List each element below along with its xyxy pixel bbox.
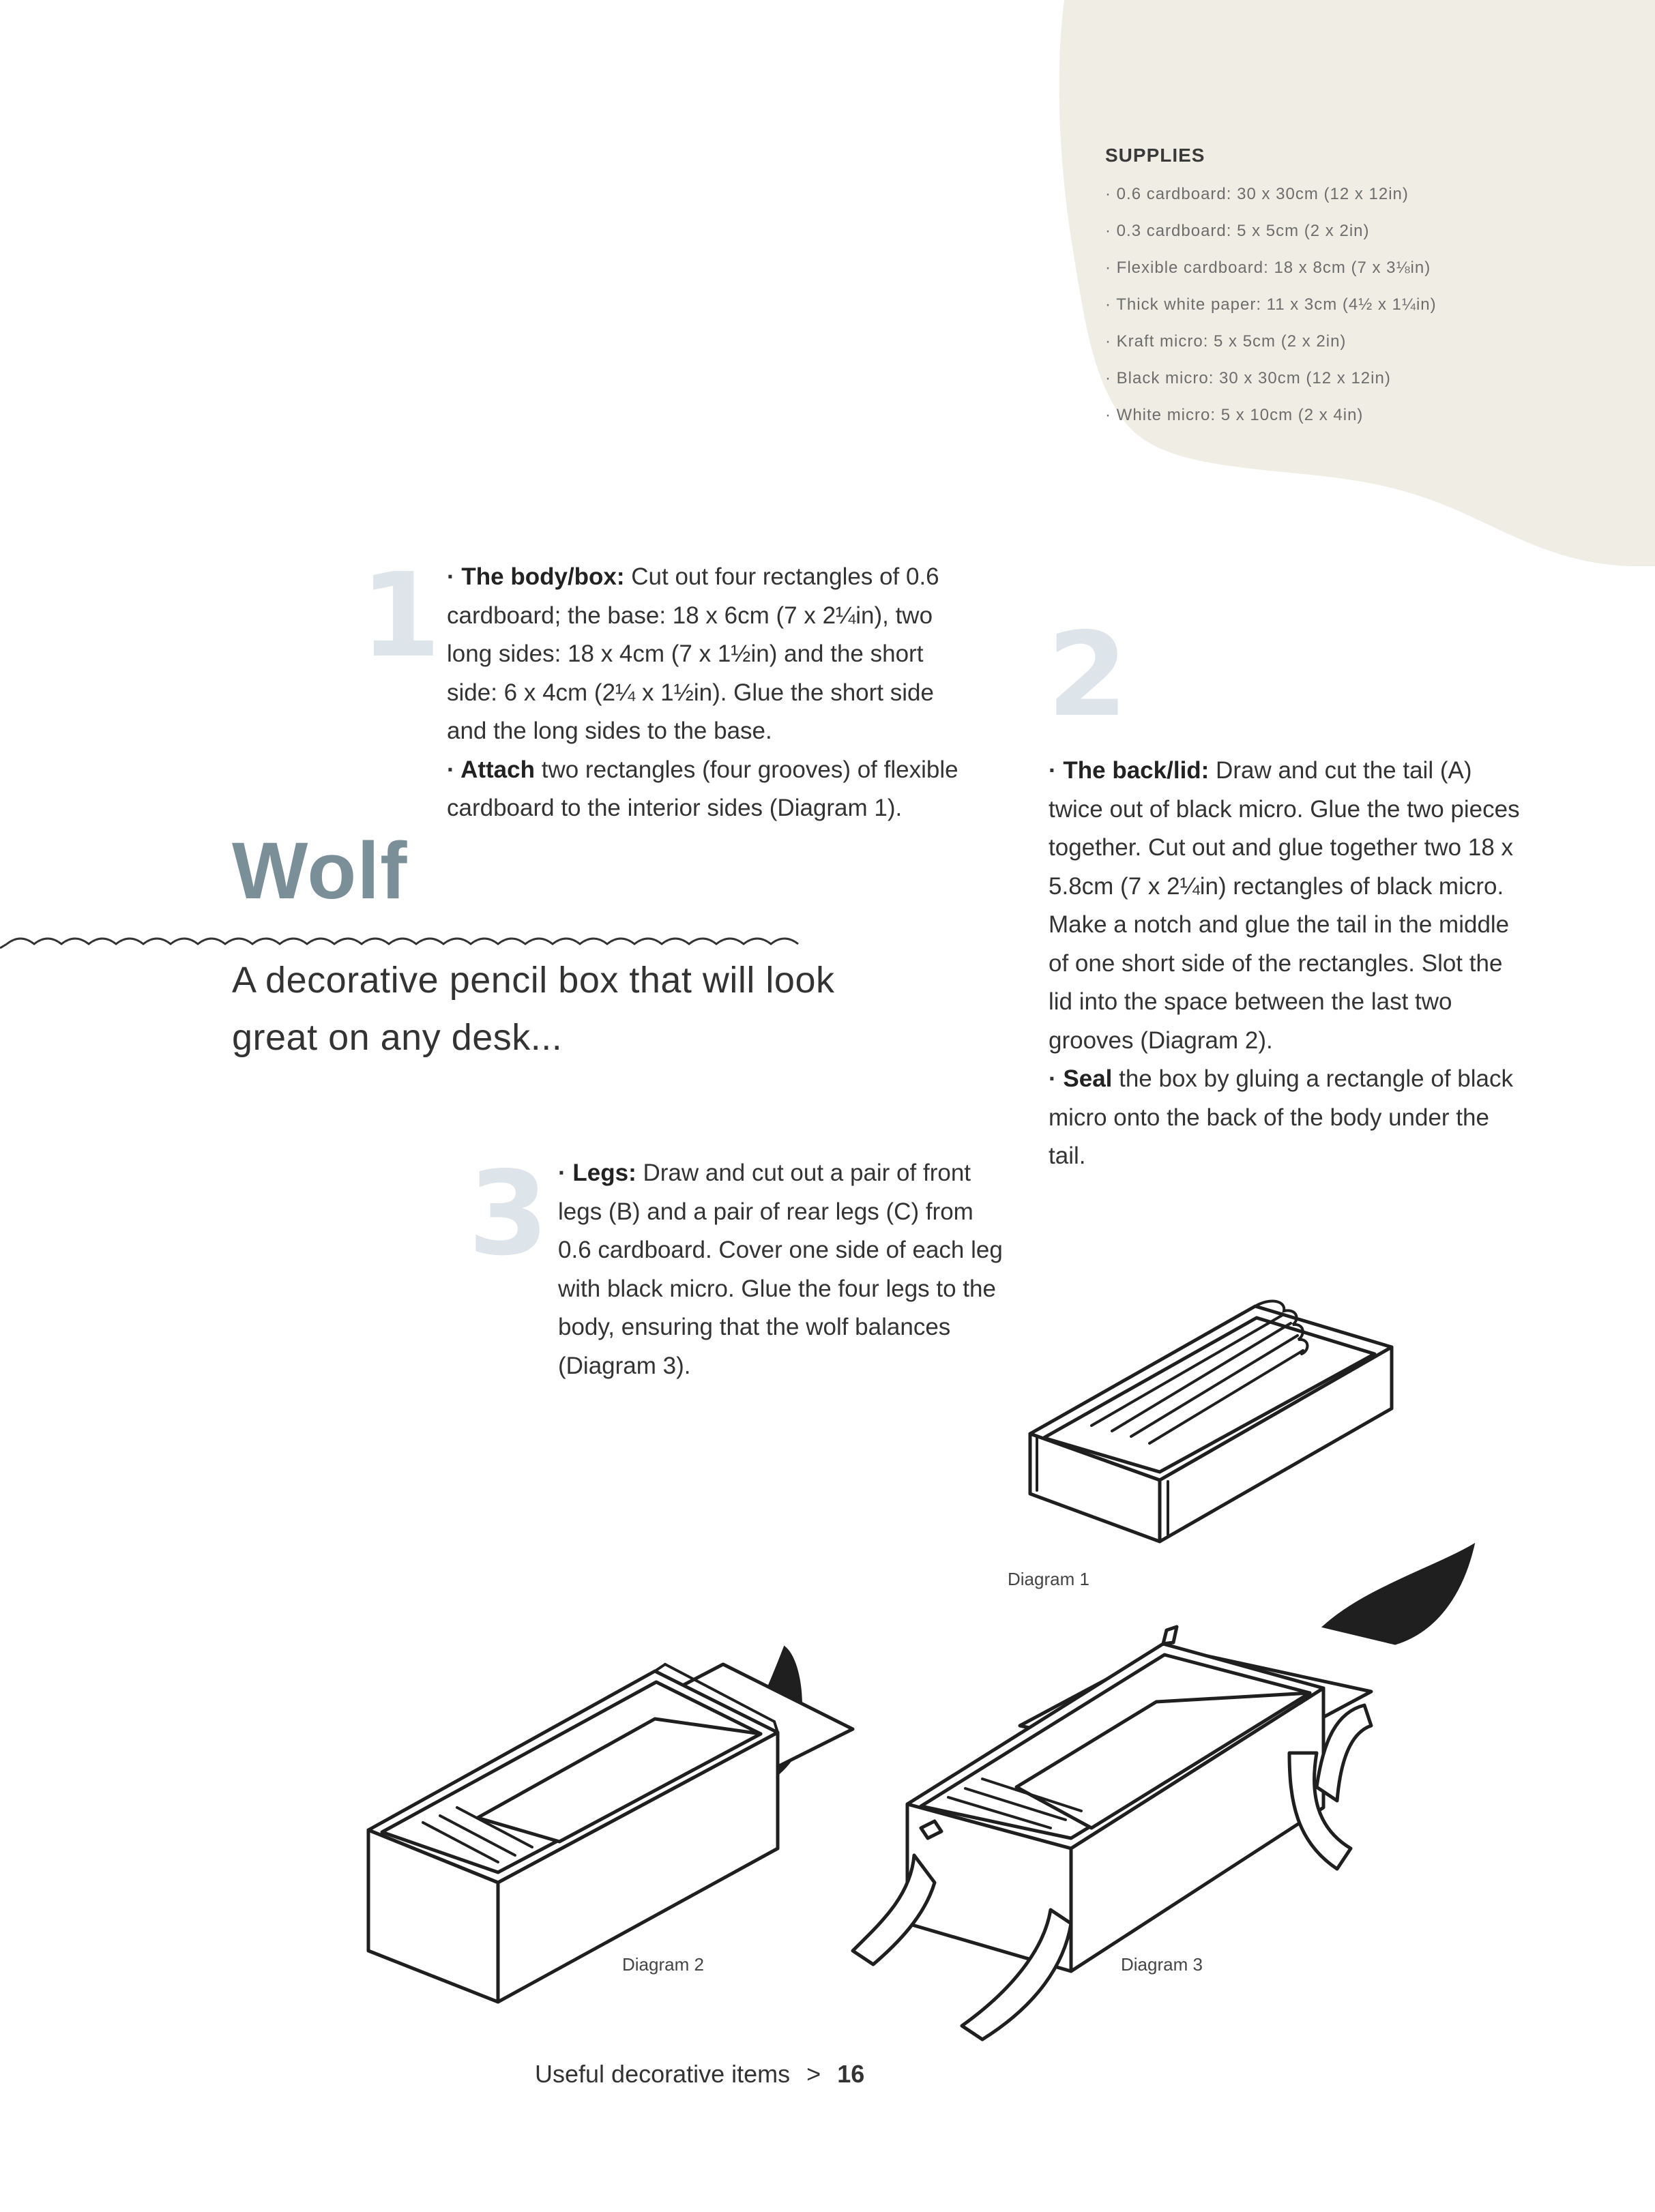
supplies-heading: SUPPLIES xyxy=(1105,145,1205,166)
diagram-2-caption: Diagram 2 xyxy=(622,1954,704,1975)
step-2-paragraph xyxy=(1049,752,1526,1060)
supplies-list xyxy=(1105,176,1555,434)
step-1-paragraph xyxy=(447,558,965,751)
step-1-paragraph xyxy=(447,751,965,828)
page-title: Wolf xyxy=(232,826,408,916)
diagram-1-illustration xyxy=(1010,1255,1446,1555)
step-2-bold-lead: The back/lid: xyxy=(1063,757,1210,784)
step-1-body: Cut out four rectangles of 0.6 cardboard; the base: 18 x 6cm (7 x 2¼in), two long sides: 18 x 4cm (7 x 1½in) and the short side: 6 x 4cm (2¼ x 1½in). Glue the short side and the long sides to the base. xyxy=(447,563,939,744)
step-1-body: two rectangles (four grooves) of flexible cardboard to the interior sides (Diagram 1). xyxy=(447,756,958,821)
supplies-item: · 0.3 cardboard: 5 x 5cm (2 x 2in) xyxy=(1105,213,1555,250)
footer-separator: > xyxy=(806,2060,821,2088)
supplies-item: · Kraft micro: 5 x 5cm (2 x 2in) xyxy=(1105,323,1555,360)
step-3-paragraph xyxy=(558,1154,1008,1385)
step-2-bold-lead: Seal xyxy=(1063,1065,1113,1092)
step-2-body: Draw and cut the tail (A) twice out of black micro. Glue the two pieces together. Cut out and glue together two 18 x 5.8cm (7 x 2¼in) rectangles of black micro. Make a notch and glue the tail in the middle of one short side of the rectangles. Slot the lid into the space between the last two grooves (Diagram 2). xyxy=(1049,757,1520,1054)
page-number: 16 xyxy=(837,2060,865,2088)
step-1-number: 1 xyxy=(360,548,441,683)
step-3-body: Draw and cut out a pair of front legs (B) and a pair of rear legs (C) from 0.6 cardboard. Cover one side of each leg with black micro. Glue the four legs to the body, ensuring that the wolf balances (Diagram 3). xyxy=(558,1160,1003,1379)
step-1-bold-lead: Attach xyxy=(460,756,535,783)
step-2-number: 2 xyxy=(1047,608,1128,743)
step-3-bold-lead: Legs: xyxy=(572,1160,636,1186)
supplies-box xyxy=(1105,145,1555,434)
supplies-item: · 0.6 cardboard: 30 x 30cm (12 x 12in) xyxy=(1105,176,1555,213)
supplies-item: · Thick white paper: 11 x 3cm (4½ x 1¼in) xyxy=(1105,286,1555,323)
step-1-bold-lead: The body/box: xyxy=(461,563,625,590)
page-subtitle: A decorative pencil box that will look great on any desk... xyxy=(232,960,835,1058)
diagram-1-caption: Diagram 1 xyxy=(1008,1569,1089,1589)
step-2-text xyxy=(1049,752,1526,1176)
supplies-item: · Black micro: 30 x 30cm (12 x 12in) xyxy=(1105,360,1555,397)
step-3-text xyxy=(558,1154,1008,1385)
diagram-3-caption: Diagram 3 xyxy=(1121,1954,1203,1975)
step-2-paragraph xyxy=(1049,1060,1526,1176)
footer-section: Useful decorative items xyxy=(535,2060,791,2088)
step-3-number: 3 xyxy=(468,1147,549,1282)
step-2-body: the box by gluing a rectangle of black micro onto the back of the body under the tail. xyxy=(1049,1065,1513,1169)
supplies-item: · White micro: 5 x 10cm (2 x 4in) xyxy=(1105,397,1555,434)
diagram-3-illustration xyxy=(846,1528,1487,2060)
step-1-text xyxy=(447,558,965,828)
supplies-item: · Flexible cardboard: 18 x 8cm (7 x 3⅛in) xyxy=(1105,250,1555,286)
page-footer xyxy=(535,2060,864,2089)
